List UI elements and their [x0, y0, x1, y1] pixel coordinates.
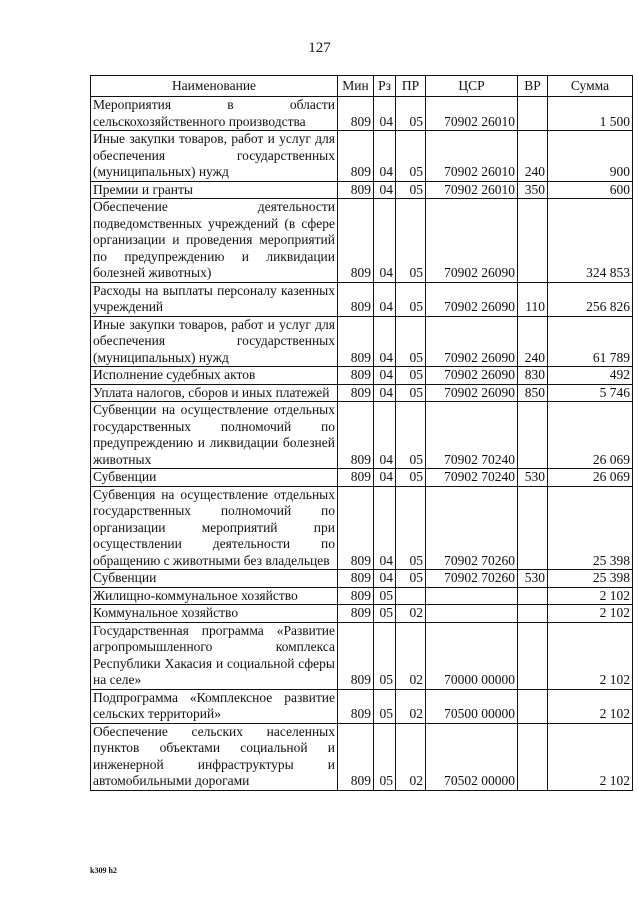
cell-pr: 05 — [396, 131, 426, 182]
table-row — [91, 570, 633, 588]
cell-pr: 05 — [396, 486, 426, 570]
cell-name: Жилищно-коммунальное хозяйство — [91, 587, 338, 605]
cell-sum: 25 398 — [548, 570, 633, 588]
table-row — [91, 367, 633, 385]
table-row — [91, 469, 633, 487]
cell-name: Коммунальное хозяйство — [91, 605, 338, 623]
cell-sum: 324 853 — [548, 199, 633, 283]
cell-vr: 110 — [518, 282, 548, 316]
cell-rz: 04 — [374, 367, 396, 385]
cell-pr: 02 — [396, 689, 426, 723]
cell-vr — [518, 587, 548, 605]
cell-name: Подпрограмма «Комплексное развитие сельских территорий» — [91, 689, 338, 723]
cell-min: 809 — [338, 689, 374, 723]
cell-name: Субвенции — [91, 570, 338, 588]
cell-min: 809 — [338, 622, 374, 689]
cell-pr: 05 — [396, 199, 426, 283]
cell-pr: 02 — [396, 605, 426, 623]
footer-code: k309 h2 — [90, 866, 117, 875]
cell-sum: 2 102 — [548, 587, 633, 605]
cell-name: Субвенции — [91, 469, 338, 487]
cell-rz: 05 — [374, 622, 396, 689]
page-number: 127 — [308, 40, 331, 56]
header-name: Наименование — [91, 76, 338, 97]
cell-vr: 850 — [518, 384, 548, 402]
cell-rz: 05 — [374, 723, 396, 790]
header-min: Мин — [338, 76, 374, 97]
cell-csr: 70902 26010 — [426, 181, 518, 199]
cell-rz: 04 — [374, 131, 396, 182]
cell-rz: 04 — [374, 316, 396, 367]
cell-min: 809 — [338, 282, 374, 316]
cell-sum: 2 102 — [548, 605, 633, 623]
cell-rz: 04 — [374, 282, 396, 316]
cell-rz: 04 — [374, 486, 396, 570]
cell-vr: 240 — [518, 131, 548, 182]
cell-csr: 70902 26090 — [426, 282, 518, 316]
header-pr: ПР — [396, 76, 426, 97]
cell-name: Исполнение судебных актов — [91, 367, 338, 385]
header-csr: ЦСР — [426, 76, 518, 97]
cell-rz: 04 — [374, 199, 396, 283]
cell-sum: 25 398 — [548, 486, 633, 570]
cell-csr — [426, 587, 518, 605]
cell-rz: 05 — [374, 587, 396, 605]
table-row — [91, 622, 633, 689]
cell-csr: 70902 70240 — [426, 469, 518, 487]
cell-sum: 2 102 — [548, 622, 633, 689]
cell-name: Субвенции на осуществление отдельных государственных полномочий по предупреждению и ликвидации болезней животных — [91, 402, 338, 469]
table-row — [91, 131, 633, 182]
cell-sum: 61 789 — [548, 316, 633, 367]
cell-min: 809 — [338, 316, 374, 367]
cell-pr: 05 — [396, 384, 426, 402]
cell-name: Иные закупки товаров, работ и услуг для обеспечения государственных (муниципальных) нужд — [91, 316, 338, 367]
cell-name: Расходы на выплаты персоналу казенных учреждений — [91, 282, 338, 316]
table-row — [91, 316, 633, 367]
cell-name: Обеспечение деятельности подведомственных учреждений (в сфере организации и проведения мероприятий по предупреждению и ликвидации болезней животных) — [91, 199, 338, 283]
cell-rz: 04 — [374, 384, 396, 402]
cell-csr: 70502 00000 — [426, 723, 518, 790]
cell-vr — [518, 97, 548, 131]
cell-vr: 830 — [518, 367, 548, 385]
cell-csr: 70000 00000 — [426, 622, 518, 689]
cell-min: 809 — [338, 131, 374, 182]
cell-vr: 530 — [518, 570, 548, 588]
cell-min: 809 — [338, 469, 374, 487]
cell-sum: 900 — [548, 131, 633, 182]
table-row — [91, 199, 633, 283]
table-row — [91, 723, 633, 790]
cell-name: Обеспечение сельских населенных пунктов объектами социальной и инженерной инфраструктуры и автомобильными дорогами — [91, 723, 338, 790]
cell-csr: 70902 70260 — [426, 486, 518, 570]
cell-min: 809 — [338, 486, 374, 570]
cell-sum: 256 826 — [548, 282, 633, 316]
cell-rz: 05 — [374, 605, 396, 623]
header-sum: Сумма — [548, 76, 633, 97]
cell-rz: 04 — [374, 97, 396, 131]
cell-csr: 70902 26010 — [426, 97, 518, 131]
cell-rz: 05 — [374, 689, 396, 723]
cell-pr: 05 — [396, 97, 426, 131]
cell-min: 809 — [338, 570, 374, 588]
cell-csr: 70902 26090 — [426, 199, 518, 283]
cell-pr: 05 — [396, 282, 426, 316]
cell-csr: 70902 70240 — [426, 402, 518, 469]
cell-pr: 05 — [396, 316, 426, 367]
cell-sum: 26 069 — [548, 469, 633, 487]
table-row — [91, 181, 633, 199]
table-row — [91, 282, 633, 316]
cell-vr: 350 — [518, 181, 548, 199]
cell-pr: 02 — [396, 622, 426, 689]
cell-pr: 05 — [396, 469, 426, 487]
cell-min: 809 — [338, 587, 374, 605]
cell-vr — [518, 689, 548, 723]
cell-rz: 04 — [374, 570, 396, 588]
table-row — [91, 587, 633, 605]
cell-pr: 05 — [396, 570, 426, 588]
budget-table — [90, 75, 633, 791]
cell-csr: 70500 00000 — [426, 689, 518, 723]
cell-pr: 02 — [396, 723, 426, 790]
cell-pr: 05 — [396, 402, 426, 469]
header-rz: Рз — [374, 76, 396, 97]
cell-rz: 04 — [374, 181, 396, 199]
cell-min: 809 — [338, 384, 374, 402]
cell-pr — [396, 587, 426, 605]
cell-vr — [518, 605, 548, 623]
table-row — [91, 384, 633, 402]
cell-csr: 70902 26090 — [426, 384, 518, 402]
cell-rz: 04 — [374, 469, 396, 487]
cell-name: Субвенция на осуществление отдельных государственных полномочий по организации мероприятий при осуществлении деятельности по обращению с животными без владельцев — [91, 486, 338, 570]
cell-vr — [518, 622, 548, 689]
cell-sum: 1 500 — [548, 97, 633, 131]
cell-csr: 70902 26090 — [426, 316, 518, 367]
cell-min: 809 — [338, 402, 374, 469]
cell-sum: 2 102 — [548, 723, 633, 790]
cell-pr: 05 — [396, 181, 426, 199]
cell-name: Премии и гранты — [91, 181, 338, 199]
cell-min: 809 — [338, 723, 374, 790]
cell-csr: 70902 26090 — [426, 367, 518, 385]
cell-vr — [518, 723, 548, 790]
cell-vr — [518, 402, 548, 469]
cell-sum: 2 102 — [548, 689, 633, 723]
cell-vr — [518, 199, 548, 283]
cell-csr — [426, 605, 518, 623]
cell-name: Государственная программа «Развитие агропромышленного комплекса Республики Хакасия и социальной сферы на селе» — [91, 622, 338, 689]
cell-name: Мероприятия в области сельскохозяйственного производства — [91, 97, 338, 131]
cell-name: Уплата налогов, сборов и иных платежей — [91, 384, 338, 402]
cell-vr: 240 — [518, 316, 548, 367]
cell-min: 809 — [338, 605, 374, 623]
cell-vr — [518, 486, 548, 570]
table-body — [91, 97, 633, 791]
table-row — [91, 402, 633, 469]
table-row — [91, 97, 633, 131]
cell-min: 809 — [338, 181, 374, 199]
header-vr: ВР — [518, 76, 548, 97]
table-row — [91, 486, 633, 570]
table-header-row — [91, 76, 633, 97]
cell-rz: 04 — [374, 402, 396, 469]
cell-csr: 70902 70260 — [426, 570, 518, 588]
table-row — [91, 605, 633, 623]
cell-pr: 05 — [396, 367, 426, 385]
cell-name: Иные закупки товаров, работ и услуг для обеспечения государственных (муниципальных) нужд — [91, 131, 338, 182]
cell-min: 809 — [338, 367, 374, 385]
cell-sum: 5 746 — [548, 384, 633, 402]
cell-min: 809 — [338, 199, 374, 283]
cell-vr: 530 — [518, 469, 548, 487]
cell-csr: 70902 26010 — [426, 131, 518, 182]
table-row — [91, 689, 633, 723]
cell-sum: 600 — [548, 181, 633, 199]
cell-sum: 26 069 — [548, 402, 633, 469]
cell-sum: 492 — [548, 367, 633, 385]
cell-min: 809 — [338, 97, 374, 131]
